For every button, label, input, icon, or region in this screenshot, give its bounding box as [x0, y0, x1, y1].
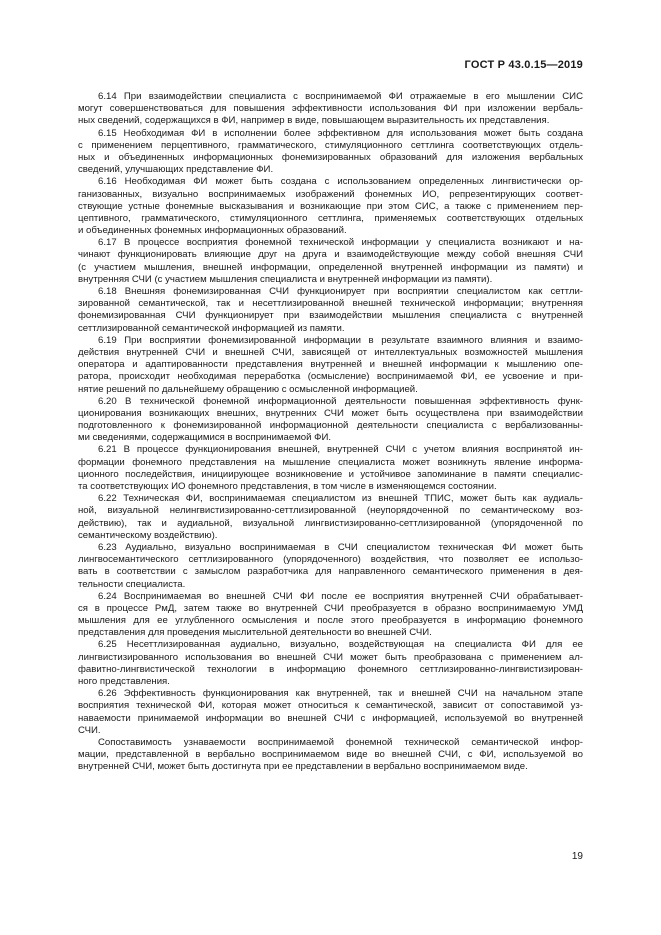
document-standard-id: ГОСТ Р 43.0.15—2019 [464, 59, 583, 71]
paragraph-line: мации, представленной в вербально воспринимаемом виде во внешней СЧИ, с ФИ, используемой во [78, 749, 583, 761]
paragraph [78, 396, 583, 445]
paragraph-line: ных сведений, содержащихся в ФИ, например в виде, повышающем выразительность их представления. [78, 115, 550, 127]
paragraph-line: цептивного, грамматического, стимуляционного сеттлинга, применяемых соответствующих отдельных [78, 212, 583, 224]
paragraph-line: ся в процессе РмД, затем также во внутренней СЧИ преобразуется в образно воспринимаемую УМД [78, 602, 583, 614]
paragraph-line: ционного последействия, инициирующее возникновение и устойчивое запоминание в памяти специалис- [78, 468, 583, 480]
paragraph-line: внутренней СЧИ, может быть достигнута при ее представлении в вербально воспринимаемом виде. [78, 761, 528, 773]
paragraph [78, 91, 583, 128]
paragraph-line: ганизованных, визуально воспринимаемых изображений фонемных ИО, репрезентирующих соответ- [78, 188, 583, 200]
paragraph [78, 128, 583, 177]
paragraph-line: действия внутренней СЧИ и внешней СЧИ, зависящей от интеллектуальных возможностей мышления [78, 346, 583, 358]
paragraph-line: лингвистизированного использования во внешней СЧИ может быть преобразована с применением ал- [78, 651, 583, 663]
document-body [78, 91, 583, 774]
paragraph [78, 542, 583, 591]
paragraph-line: и объединенных фонемных информационных образований. [78, 225, 347, 237]
paragraph [78, 286, 583, 335]
paragraph-line: 6.14 При взаимодействии специалиста с воспринимаемой ФИ отражаемые в его мышлении СИС [98, 91, 583, 102]
paragraph-line: мышления для ее углубленного осмысления и после этого преобразуется в информацию фонемного [78, 615, 583, 627]
paragraph-line: 6.17 В процессе восприятия фонемной технической информации у специалиста возникают и на- [98, 237, 583, 249]
paragraph-line: 6.19 При восприятии фонемизированной информации в результате взаимного влияния и взаимо- [98, 334, 583, 346]
paragraph-line: семантическому воздействию). [78, 529, 218, 541]
paragraph-line: ствующие устные фонемные высказывания и возникающие при этом СИС, а также с применением пер- [78, 200, 583, 212]
paragraph-line: ционирования возникающих внешних, внутренних СЧИ может быть осуществлена при взаимодействии [78, 407, 583, 419]
paragraph [78, 237, 583, 286]
paragraph [78, 639, 583, 688]
paragraph-line: ми сведениями, содержащимися в воспринимаемой ФИ. [78, 432, 332, 444]
paragraph-line: с применением перцептивного, грамматического, стимуляционного сеттлинга соответствующих отдель- [78, 139, 583, 151]
paragraph-line: фонемизированная СЧИ функционирует при взаимодействии мышления специалиста с внутренней [78, 310, 583, 322]
paragraph-line: подготовленного к фонемизированной информационной деятельности специалиста с вербализованны- [78, 420, 583, 432]
paragraph [78, 176, 583, 237]
paragraph-line: 6.21 В процессе функционирования внешней, внутренней СЧИ с учетом влияния воспринятой ин- [98, 444, 583, 456]
paragraph-line: 6.25 Несеттлизированная аудиально, визуально, воздействующая на специалиста ФИ для ее [98, 639, 583, 651]
paragraph-line: внутренняя СЧИ (с участием мышления специалиста и внутренней информации из памяти). [78, 273, 493, 285]
paragraph [78, 591, 583, 640]
paragraph-line: 6.15 Необходимая ФИ в исполнении более эффективном для использования может быть создана [98, 127, 583, 139]
paragraph-line: 6.20 В технической фонемной информационной деятельности повышенная эффективность функ- [98, 395, 583, 407]
paragraph-line: СЧИ. [78, 724, 101, 736]
paragraph-line: действию), так и аудиальной, визуальной лингвистизированно-сеттлизированной (упорядоченной по [78, 517, 583, 529]
paragraph-line: ного представления. [78, 676, 170, 687]
paragraph-line: формации фонемного представления на мышление специалиста может возникнуть явление информа- [78, 456, 583, 468]
paragraph-line: лингвосемантического сеттлизированного (упорядоченного) воздействия, что позволяет ее использо- [78, 554, 583, 566]
paragraph-line: нятие решений по дальнейшему обращению с осмысленной информацией. [78, 383, 418, 395]
paragraph [78, 444, 583, 493]
paragraph-line: 6.26 Эффективность функционирования как внутренней, так и внешней СЧИ на начальном этапе [98, 688, 583, 700]
paragraph-line: (с участием мышления, внешней информации, определенной внутренней информации из памяти) и [78, 261, 583, 273]
paragraph-line: наваемости принимаемой информации во внешней СЧИ с информацией, используемой во внутренней [78, 712, 583, 724]
paragraph-line: сведений, улучшающих представление ФИ. [78, 164, 274, 176]
paragraph [78, 335, 583, 396]
paragraph [78, 493, 583, 542]
paragraph-line: оператора и адаптированности представления внутренней и внешней информации к мышлению опе- [78, 359, 583, 371]
paragraph-line: та соответствующих ИО фонемного представления, в том числе в изменяющемся состоянии. [78, 481, 497, 492]
paragraph-line: тельности специалиста. [78, 578, 186, 590]
paragraph-line: 6.16 Необходимая ФИ может быть создана с использованием определенных лингвистически ор- [98, 176, 583, 188]
paragraph-line: представления для проведения мыслительной деятельности во внешней СЧИ. [78, 627, 432, 639]
paragraph-line: вать в соответствии с замыслом разработчика для направленного семантического применения в дея- [78, 566, 583, 578]
paragraph-line: ных и объединенных информационных фонемизированных образований для изложения вербальных [78, 151, 583, 163]
paragraph-line: Сопоставимость узнаваемости воспринимаемой фонемной технической семантической инфор- [98, 736, 583, 748]
paragraph-line: 6.22 Техническая ФИ, воспринимаемая специалистом из внешней ТПИС, может быть как аудиаль- [98, 493, 583, 505]
paragraph-line: чинают функционировать влияющие друг на друга и взаимодействующие между собой внешняя СЧИ [78, 249, 583, 261]
paragraph-line: ратора, происходит необходимая переработка (осмысление) воспринимаемой ФИ, ее усвоение и при- [78, 371, 583, 383]
paragraph [78, 688, 583, 737]
page-number: 19 [571, 851, 583, 862]
paragraph-line: сеттлизированной семантической информацией из памяти. [78, 322, 345, 334]
paragraph-line: 6.23 Аудиально, визуально воспринимаемая в СЧИ специалистом техническая ФИ может быть [98, 541, 583, 553]
paragraph-line: 6.18 Внешняя фонемизированная СЧИ функционирует при восприятии специалистом как сеттли- [98, 286, 583, 297]
paragraph-line: восприятия технической ФИ, которая может относиться к семантической, зависит от сопоставимой уз- [78, 700, 583, 712]
paragraph-line: могут совершенствоваться для повышения эффективности использования ФИ при изложении вербаль- [78, 103, 583, 115]
paragraph [78, 737, 583, 774]
paragraph-line: 6.24 Воспринимаемая во внешней СЧИ ФИ после ее восприятия внутренней СЧИ обрабатывает- [98, 590, 583, 602]
paragraph-line: зированной семантической, так и несеттлизированной внешней технической информации; внутренняя [78, 298, 583, 310]
paragraph-line: ной, визуальной нелингвистизированно-сеттлизированной (неупорядоченной по семантическому воз- [78, 505, 583, 517]
paragraph-line: фавитно-лингвистической технологии в информацию фонемного сеттлизированно-лингвистизирован- [78, 663, 583, 675]
